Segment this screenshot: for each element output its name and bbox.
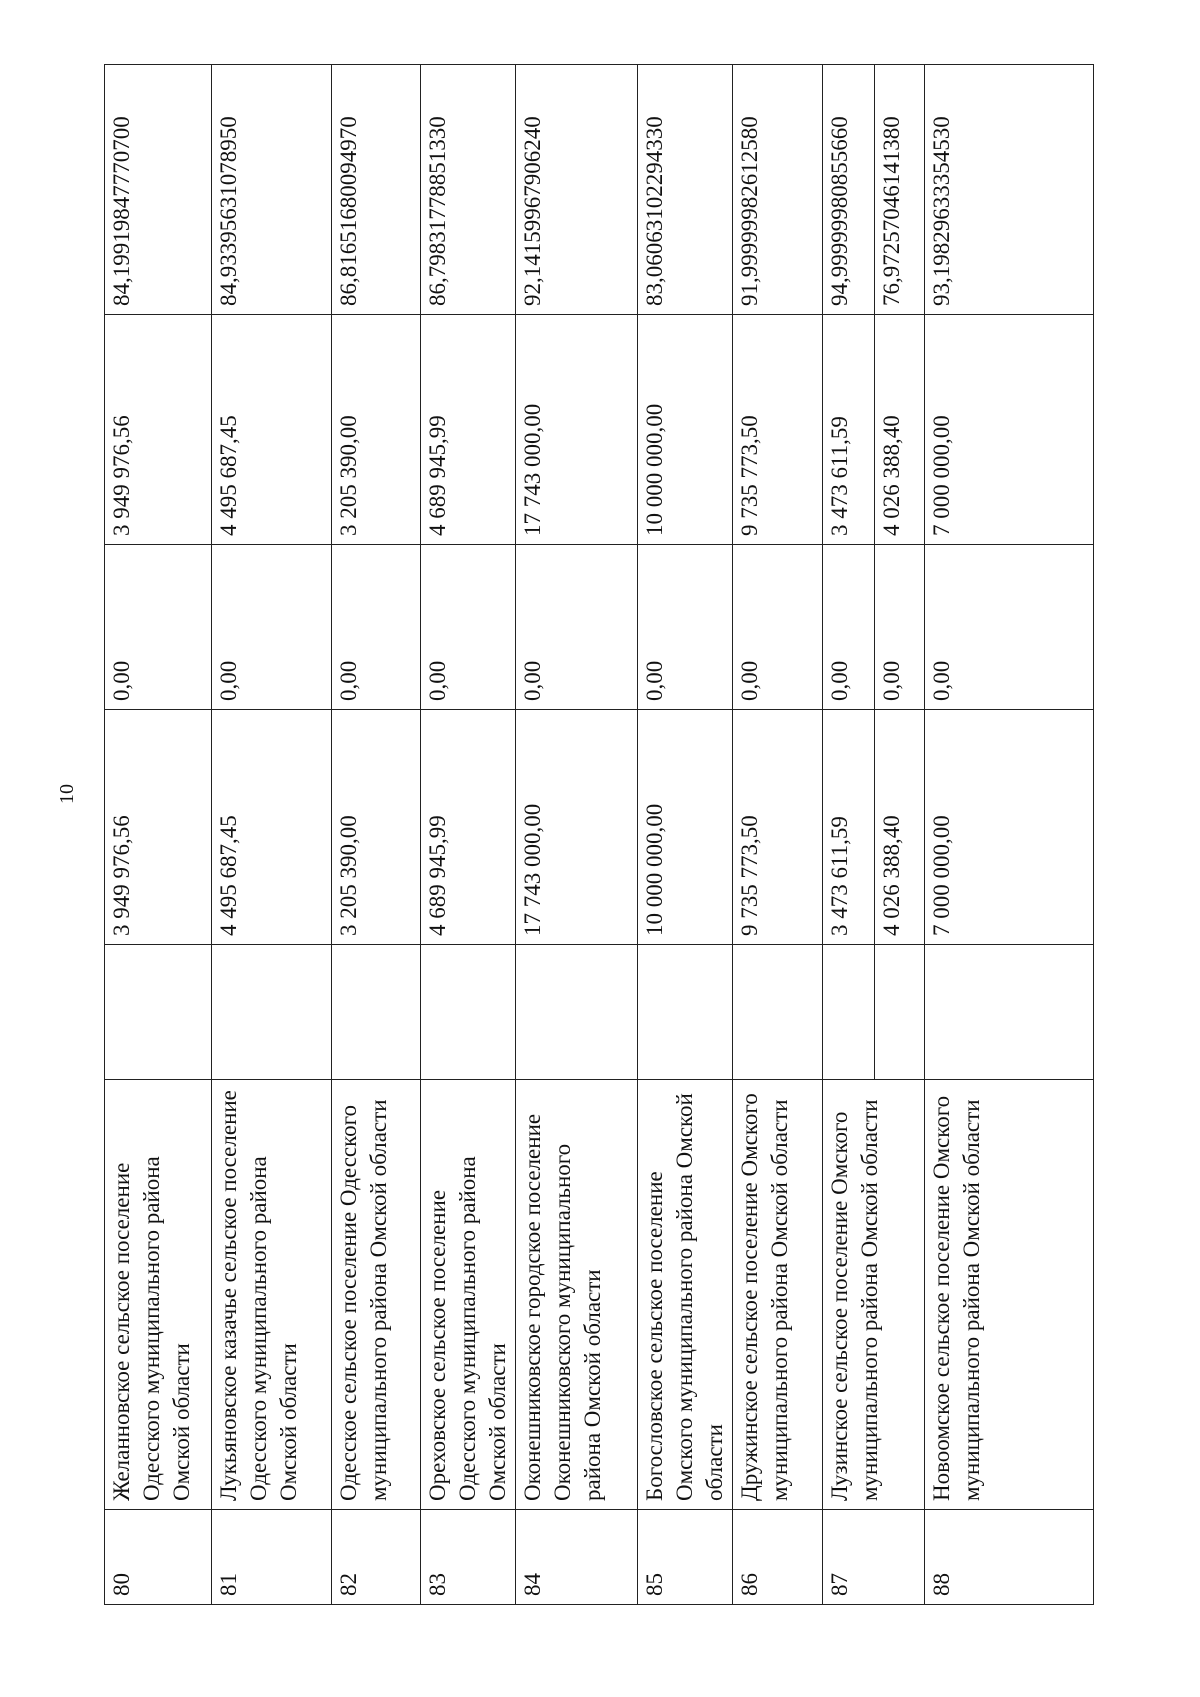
zero-amount-cell: 0,00	[638, 545, 733, 710]
row-number: 87	[823, 1510, 925, 1605]
empty-cell	[332, 945, 421, 1080]
settlement-name: Желанновское сельское поселение Одесского муниципального района Омской области	[105, 1080, 212, 1510]
total-amount-cell: 4 689 945,99	[421, 315, 516, 545]
settlement-name: Новоомское сельское поселение Омского муниципального района Омской области	[925, 1080, 1094, 1510]
percent-cell: 93,19829633354530	[925, 65, 1094, 315]
table-row	[516, 65, 638, 1605]
settlement-name: Одесское сельское поселение Одесского муниципального района Омской области	[332, 1080, 421, 1510]
percent-cell: 84,19919847770700	[105, 65, 212, 315]
table-row	[332, 65, 421, 1605]
row-number: 80	[105, 1510, 212, 1605]
empty-cell	[105, 945, 212, 1080]
empty-cell	[516, 945, 638, 1080]
empty-cell	[212, 945, 332, 1080]
table-row	[925, 65, 1094, 1605]
row-number: 84	[516, 1510, 638, 1605]
zero-amount-cell: 0,00	[875, 545, 925, 710]
amount-cell: 4 026 388,40	[875, 710, 925, 945]
amount-cell: 10 000 000,00	[638, 710, 733, 945]
empty-cell	[733, 945, 823, 1080]
total-amount-cell: 3 949 976,56	[105, 315, 212, 545]
empty-cell	[875, 945, 925, 1080]
zero-amount-cell: 0,00	[823, 545, 875, 710]
empty-cell	[421, 945, 516, 1080]
zero-amount-cell: 0,00	[516, 545, 638, 710]
zero-amount-cell: 0,00	[212, 545, 332, 710]
settlement-name: Лукьяновское казачье сельское поселение Одесского муниципального района Омской области	[212, 1080, 332, 1510]
empty-cell	[823, 945, 875, 1080]
amount-cell: 4 689 945,99	[421, 710, 516, 945]
total-amount-cell: 4 026 388,40	[875, 315, 925, 545]
percent-cell: 92,14159967906240	[516, 65, 638, 315]
amount-cell: 3 949 976,56	[105, 710, 212, 945]
row-number: 88	[925, 1510, 1094, 1605]
percent-cell: 84,93395631078950	[212, 65, 332, 315]
amount-cell: 3 473 611,59	[823, 710, 875, 945]
allocation-table	[104, 64, 1094, 1605]
settlement-name: Дружинское сельское поселение Омского муниципального района Омской области	[733, 1080, 823, 1510]
percent-cell: 86,81651680094970	[332, 65, 421, 315]
rotated-page	[104, 65, 1086, 1605]
table-row	[823, 65, 875, 1605]
settlement-name: Ореховское сельское поселение Одесского муниципального района Омской области	[421, 1080, 516, 1510]
total-amount-cell: 7 000 000,00	[925, 315, 1094, 545]
total-amount-cell: 3 473 611,59	[823, 315, 875, 545]
percent-cell: 91,99999982612580	[733, 65, 823, 315]
page-number: 10	[56, 784, 78, 804]
table-row	[638, 65, 733, 1605]
amount-cell: 9 735 773,50	[733, 710, 823, 945]
settlement-name: Лузинское сельское поселение Омского муниципального района Омской области	[823, 1080, 925, 1510]
row-number: 86	[733, 1510, 823, 1605]
table-row	[105, 65, 212, 1605]
table-row	[421, 65, 516, 1605]
total-amount-cell: 9 735 773,50	[733, 315, 823, 545]
total-amount-cell: 4 495 687,45	[212, 315, 332, 545]
row-number: 81	[212, 1510, 332, 1605]
amount-cell: 3 205 390,00	[332, 710, 421, 945]
zero-amount-cell: 0,00	[105, 545, 212, 710]
total-amount-cell: 17 743 000,00	[516, 315, 638, 545]
amount-cell: 17 743 000,00	[516, 710, 638, 945]
empty-cell	[925, 945, 1094, 1080]
table-row	[733, 65, 823, 1605]
percent-cell: 94,99999980855660	[823, 65, 875, 315]
percent-cell: 83,06063102294330	[638, 65, 733, 315]
settlement-name: Оконешниковское городское поселение Оконешниковского муниципального района Омской области	[516, 1080, 638, 1510]
total-amount-cell: 10 000 000,00	[638, 315, 733, 545]
empty-cell	[638, 945, 733, 1080]
row-number: 85	[638, 1510, 733, 1605]
percent-cell: 86,79831778851330	[421, 65, 516, 315]
row-number: 83	[421, 1510, 516, 1605]
zero-amount-cell: 0,00	[733, 545, 823, 710]
zero-amount-cell: 0,00	[332, 545, 421, 710]
settlement-name: Богословское сельское поселение Омского муниципального района Омской области	[638, 1080, 733, 1510]
table-row	[212, 65, 332, 1605]
zero-amount-cell: 0,00	[421, 545, 516, 710]
zero-amount-cell: 0,00	[925, 545, 1094, 710]
total-amount-cell: 3 205 390,00	[332, 315, 421, 545]
percent-cell: 76,97257046141380	[875, 65, 925, 315]
row-number: 82	[332, 1510, 421, 1605]
amount-cell: 7 000 000,00	[925, 710, 1094, 945]
amount-cell: 4 495 687,45	[212, 710, 332, 945]
